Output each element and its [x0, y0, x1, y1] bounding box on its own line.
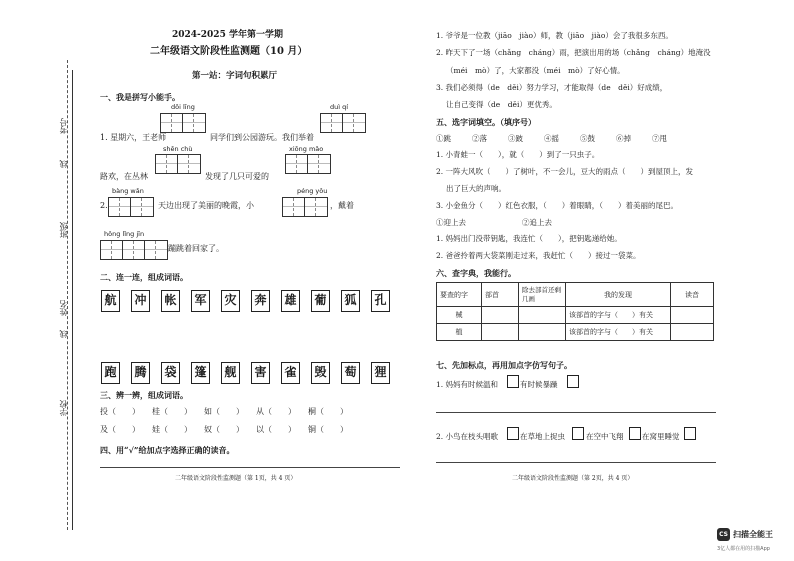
char-box[interactable]: 雀: [281, 362, 300, 384]
char-box[interactable]: 军: [191, 290, 210, 312]
fill-option: ④摇: [544, 134, 559, 143]
fill-option: ⑤鼓: [580, 134, 595, 143]
pinyin-2b: péng yǒu: [297, 187, 328, 195]
th-radical: 部首: [482, 283, 519, 307]
fill-option: ③跛: [508, 134, 523, 143]
th-char: 要查的字: [437, 283, 482, 307]
th-discovery: 我的发现: [566, 283, 671, 307]
table-cell-strokes[interactable]: [519, 324, 566, 341]
distinguish-item[interactable]: 从（ ）: [256, 407, 296, 416]
char-box[interactable]: 毁: [311, 362, 330, 384]
exam-title: 二年级语文阶段性监测题（10 月）: [150, 46, 308, 57]
section-7-heading: 七、先加标点，再用加点字仿写句子。: [436, 360, 572, 370]
pinyin-2a: bàng wǎn: [112, 187, 144, 195]
right-q2: 2. 昨天下了一场（chǎng cháng）雨，把演出用的场（chǎng cháng）地淹没: [436, 48, 711, 57]
dictionary-table: [436, 282, 714, 341]
punct-box[interactable]: [507, 375, 519, 388]
right-q1: 1. 爷爷是一位教（jiāo jiào）师，教（jiāo jiào）会了我很多东西。: [436, 31, 673, 40]
pinyin-2c: hǒng lǐng jīn: [104, 230, 145, 238]
char-box[interactable]: 袋: [161, 362, 180, 384]
side-label-exam-no: 考号: [59, 118, 68, 134]
watermark-brand: 扫描全能王: [733, 530, 773, 539]
distinguish-item[interactable]: 以（ ）: [256, 425, 296, 434]
pinyin-grid-1d[interactable]: [285, 154, 331, 174]
camscanner-logo: CS: [717, 528, 730, 541]
pinyin-grid-1c[interactable]: [155, 154, 201, 174]
station-title: 第一站：字词句积累厅: [192, 71, 278, 81]
option-2b: ②追上去: [522, 218, 552, 227]
side-writing-line: [72, 70, 73, 530]
section-6-heading: 六、查字典，我能行。: [436, 268, 516, 278]
char-box[interactable]: 狐: [341, 290, 360, 312]
char-box[interactable]: 篷: [191, 362, 210, 384]
char-box[interactable]: 腾: [131, 362, 150, 384]
side-line-word-2: 线: [59, 330, 68, 338]
table-cell-radical[interactable]: [482, 324, 519, 341]
char-box[interactable]: 孔: [371, 290, 390, 312]
punct-box[interactable]: [572, 427, 584, 440]
pinyin-1a: dōi līng: [171, 103, 195, 111]
punct-2c: 在空中飞翔: [586, 432, 624, 441]
left-footer-line: [100, 467, 400, 468]
distinguish-item[interactable]: 及（ ）: [100, 425, 140, 434]
right-q2b: （méi mò）了，大家都没（méi mò）了好心情。: [446, 66, 625, 75]
punct-2b: 在草地上捉虫: [520, 432, 565, 441]
char-box[interactable]: 奔: [251, 290, 270, 312]
q1-text-c: 路欢，在丛林: [100, 172, 148, 181]
distinguish-item[interactable]: 桐（ ）: [308, 407, 348, 416]
section-2-heading: 二、连一连，组成词语。: [100, 272, 188, 282]
fill-option: ①跳: [436, 134, 451, 143]
char-box[interactable]: 狸: [371, 362, 390, 384]
fill-2: 2. 一阵大风吹（ ）了树叶，不一会儿，豆大的雨点（ ）到屋顶上，发: [436, 167, 694, 176]
distinguish-item[interactable]: 投（ ）: [100, 407, 140, 416]
side-label-class: 班级: [59, 222, 68, 238]
char-box[interactable]: 萄: [341, 362, 360, 384]
pinyin-grid-2b[interactable]: [282, 197, 328, 217]
punct-box[interactable]: [684, 427, 696, 440]
char-box[interactable]: 冲: [131, 290, 150, 312]
fill-1: 1. 小青蛙一（ ），就（ ）到了一只虫子。: [436, 150, 600, 159]
exam-year: 2024-2025 学年第一学期: [172, 30, 283, 40]
table-cell-reading[interactable]: [671, 324, 714, 341]
q2-text-d: 蹦跳着回家了。: [168, 244, 224, 253]
fill-g1: 1. 妈妈出门没带钥匙，我连忙（ ），把钥匙递给她。: [436, 234, 622, 243]
char-box[interactable]: 灾: [221, 290, 240, 312]
punct-1a: 1. 妈妈有时候温和: [436, 380, 499, 389]
char-box[interactable]: 跑: [101, 362, 120, 384]
distinguish-item[interactable]: 奴（ ）: [204, 425, 244, 434]
char-box[interactable]: 葡: [311, 290, 330, 312]
section-1-heading: 一、我是拼写小能手。: [100, 92, 180, 102]
side-label-school: 学校: [59, 400, 68, 416]
q1-text-b: 同学们到公园游玩。我们举着: [210, 133, 314, 142]
answer-line: [436, 412, 716, 413]
distinguish-item[interactable]: 桂（ ）: [152, 407, 192, 416]
section-5-heading: 五、选字词填空。（填序号）: [436, 117, 536, 127]
char-box[interactable]: 害: [251, 362, 270, 384]
fill-option: ②落: [472, 134, 487, 143]
left-footer: 二年级语文阶段性监测题（第 1页，共 4 页）: [175, 475, 297, 482]
punct-box[interactable]: [567, 375, 579, 388]
right-q3: 3. 我们必须得（de děi）努力学习，才能取得（de děi）好成绩，: [436, 83, 668, 92]
fill-option: ⑥掉: [616, 134, 631, 143]
punct-box[interactable]: [507, 427, 519, 440]
q2-text-c: ，戴着: [330, 201, 354, 210]
fill-option: ⑦甩: [652, 134, 667, 143]
table-cell-note[interactable]: 该部首的字与（ ）有关: [566, 324, 671, 341]
distinguish-item[interactable]: 娃（ ）: [152, 425, 192, 434]
punct-2a: 2. 小鸟在枝头唱歌: [436, 432, 499, 441]
punct-box[interactable]: [629, 427, 641, 440]
pinyin-1c: shēn chù: [163, 145, 193, 153]
pinyin-1b: duì qí: [330, 103, 349, 111]
pinyin-grid-2a[interactable]: [108, 197, 154, 217]
section-4-heading: 四、用“√”给加点字选择正确的读音。: [100, 445, 235, 455]
punct-1b: 有时候暴躁: [520, 380, 558, 389]
table-row-char: 植: [437, 324, 482, 341]
th-reading: 读音: [671, 283, 714, 307]
char-box[interactable]: 雄: [281, 290, 300, 312]
right-footer: 二年级语文阶段性监测题（第 2页，共 4 页）: [512, 475, 634, 482]
pinyin-1d: xiōng mǎo: [289, 145, 324, 153]
char-box[interactable]: 航: [101, 290, 120, 312]
watermark-sub: 3亿人都在用的扫描App: [717, 546, 770, 552]
pinyin-grid-1b[interactable]: [320, 113, 366, 133]
pinyin-grid-1a[interactable]: [160, 113, 206, 133]
answer-line: [436, 462, 716, 463]
table-cell-reading[interactable]: [671, 307, 714, 324]
table-cell-strokes[interactable]: [519, 307, 566, 324]
punct-2d: 在窝里睡觉: [642, 432, 680, 441]
option-2a: ①迎上去: [436, 218, 466, 227]
q2-text-a: 2.: [100, 201, 108, 210]
char-box[interactable]: 帐: [161, 290, 180, 312]
side-label-name: 姓名: [59, 300, 68, 316]
pinyin-grid-2c[interactable]: [100, 240, 168, 260]
section-3-heading: 三、辨一辨，组成词语。: [100, 390, 188, 400]
fill-g2: 2. 爸爸拎着两大袋菜刚走过来，我赶忙（ ）接过一袋菜。: [436, 251, 641, 260]
table-row-char: 械: [437, 307, 482, 324]
table-cell-radical[interactable]: [482, 307, 519, 324]
right-q3b: 让自己变得（de děi）更优秀。: [446, 100, 557, 109]
fill-2b: 出了巨大的声响。: [446, 184, 506, 193]
q2-text-b: 天边出现了美丽的晚霞，小: [158, 201, 254, 210]
side-line-word-1: 线: [59, 160, 68, 168]
distinguish-item[interactable]: 如（ ）: [204, 407, 244, 416]
table-cell-note[interactable]: 该部首的字与（ ）有关: [566, 307, 671, 324]
th-strokes: 除去部首还剩几画: [519, 283, 566, 307]
distinguish-item[interactable]: 铜（ ）: [308, 425, 348, 434]
char-box[interactable]: 舰: [221, 362, 240, 384]
q1-text-d: 发现了几只可爱的: [205, 172, 269, 181]
fill-3: 3. 小金鱼分（ ）红色衣服，（ ）着眼睛，（ ）着美丽的尾巴。: [436, 201, 679, 210]
q1-text-a: 1. 星期六，王老师: [100, 133, 167, 142]
